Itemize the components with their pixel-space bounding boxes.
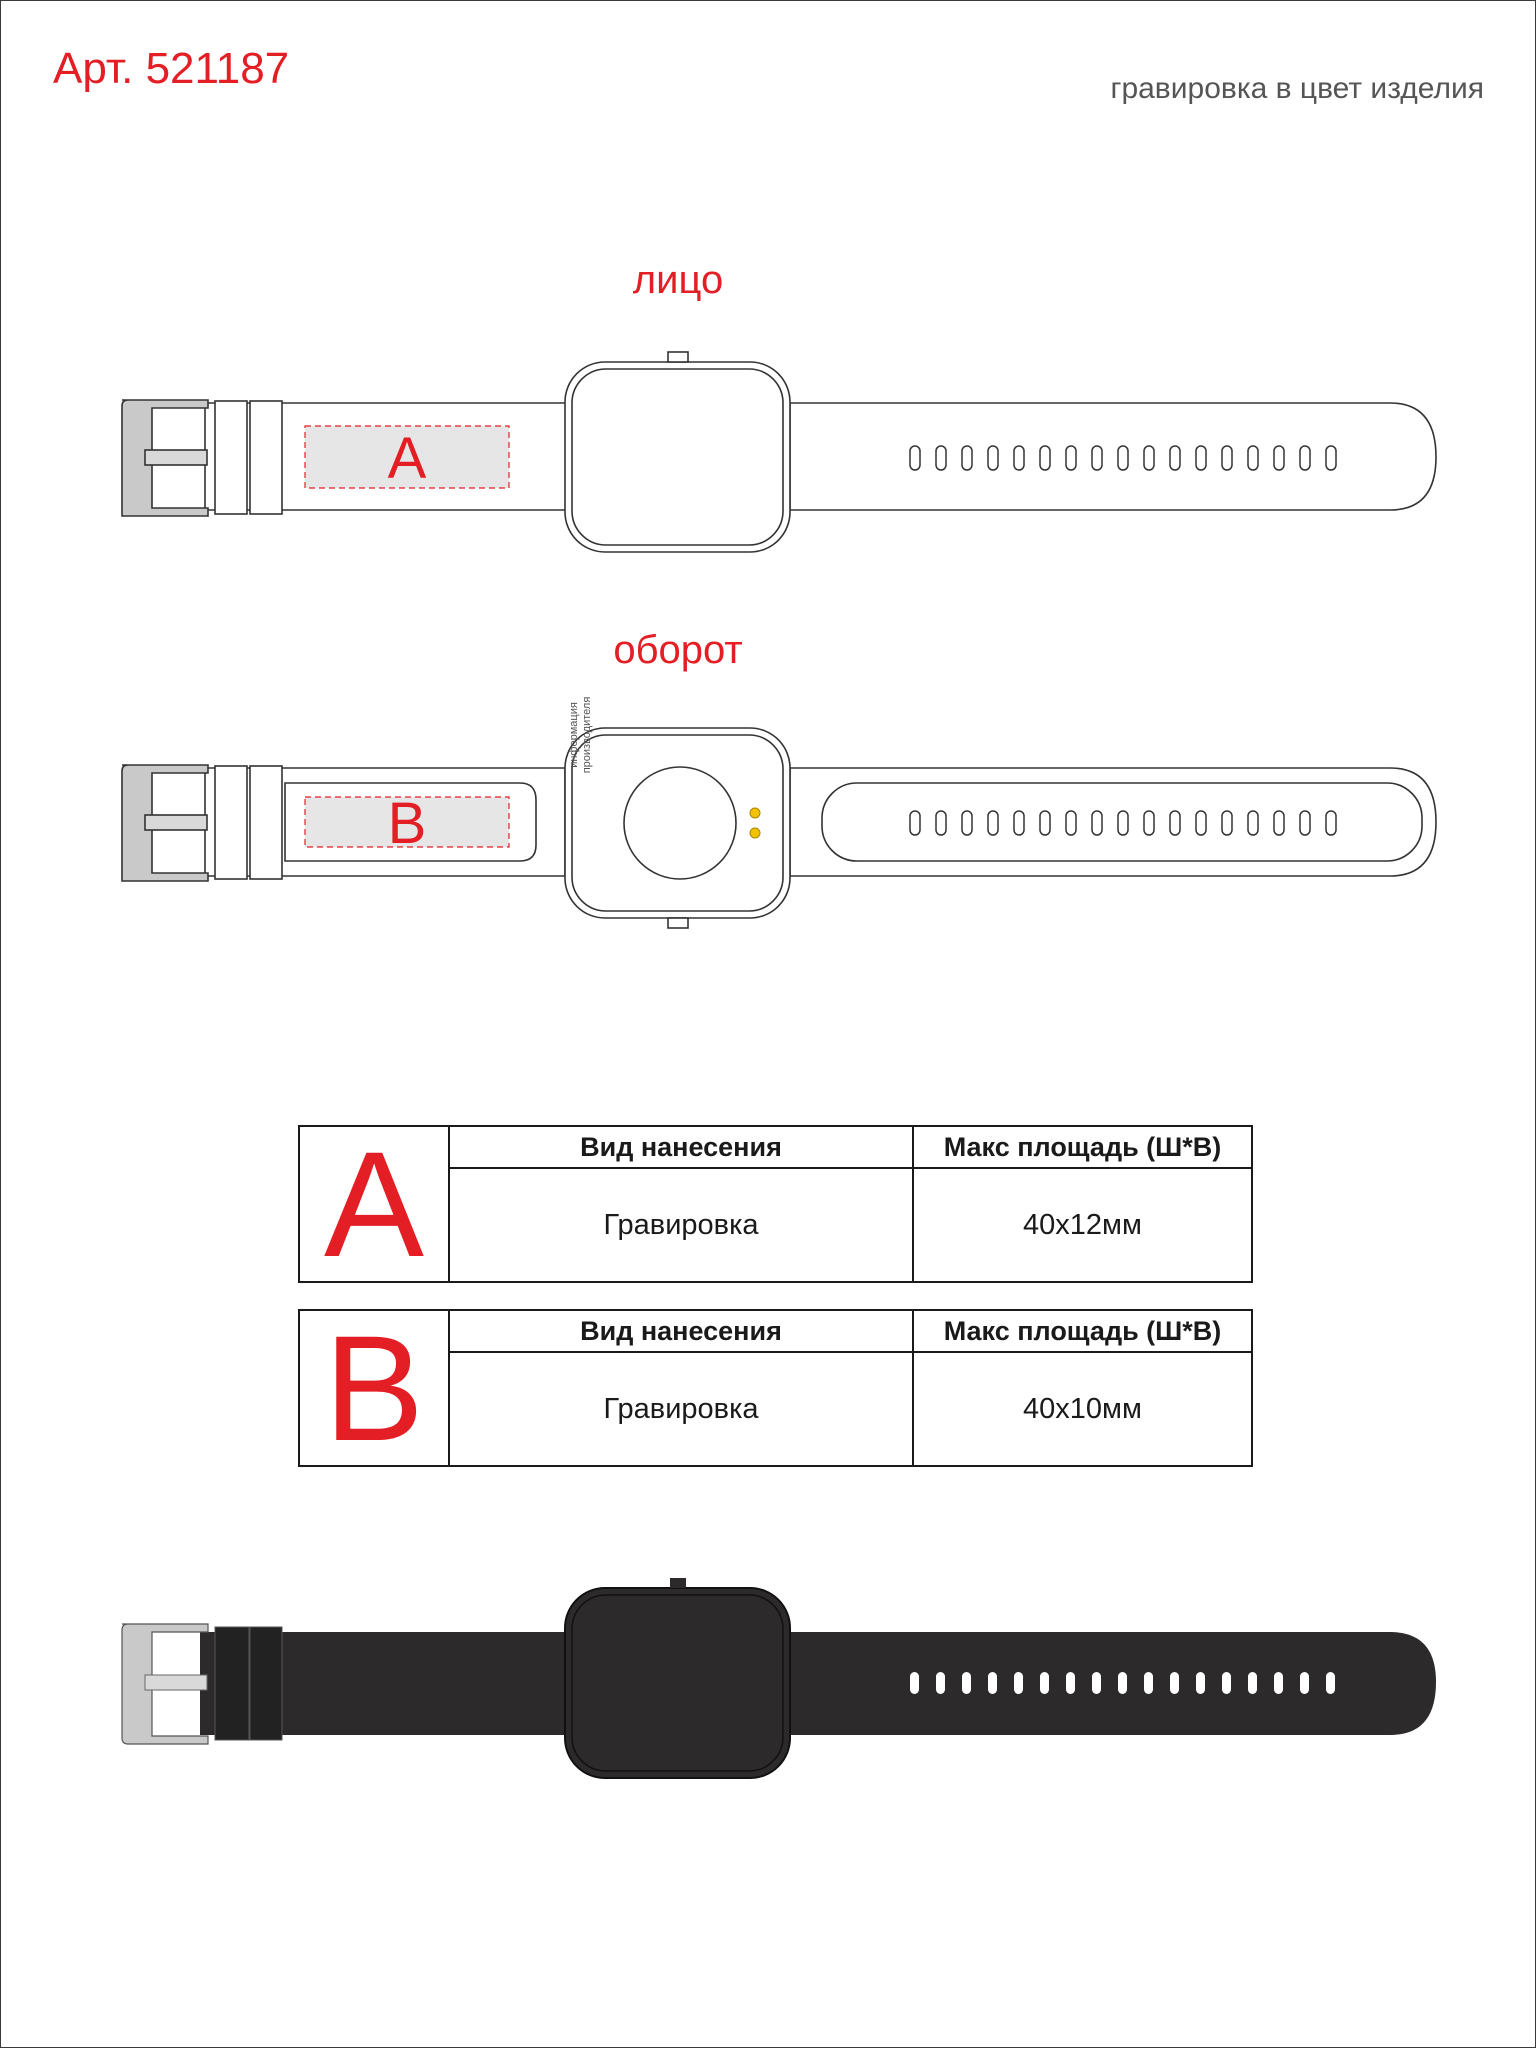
watch-product-drawing [0,1560,1536,1800]
front-view-label: лицо [632,258,724,302]
spec-table-a [298,1120,1253,1288]
table-b-method-value: Гравировка [449,1352,913,1466]
sensor-contact [750,828,760,838]
watch-back-drawing [0,700,1536,1000]
article-number: Арт. 521187 [53,44,290,93]
application-method-caption: гравировка в цвет изделия [1110,72,1484,105]
zone-b-label: B [387,791,427,856]
table-a-area-header: Макс площадь (Ш*В) [913,1126,1252,1168]
back-view-label: оборот [613,628,743,672]
table-b-area-value: 40x10мм [913,1352,1252,1466]
table-a-method-header: Вид нанесения [449,1126,913,1168]
manufacturer-info-text: информация производителя [568,696,593,774]
zone-a-label: A [387,426,427,491]
table-a-letter: A [299,1126,449,1282]
table-b-area-header: Макс площадь (Ш*В) [913,1310,1252,1352]
table-a-method-value: Гравировка [449,1168,913,1282]
table-b-letter: B [299,1310,449,1466]
sensor-contact [750,808,760,818]
spec-table-b [298,1304,1253,1472]
table-a-area-value: 40x12мм [913,1168,1252,1282]
watch-front-drawing [0,0,1536,600]
table-b-method-header: Вид нанесения [449,1310,913,1352]
